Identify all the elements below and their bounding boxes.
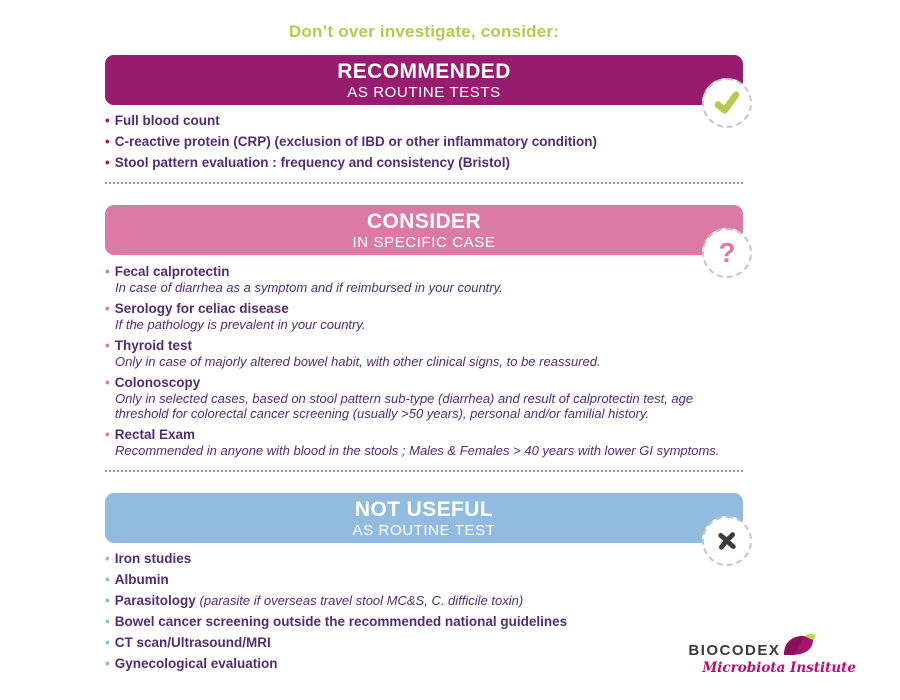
item-inline-detail: (parasite if overseas travel stool MC&S, C. difficile toxin) [199, 593, 524, 608]
logo-tagline: Microbiota Institute [702, 660, 856, 676]
list-item [105, 375, 743, 421]
item-detail: Only in selected cases, based on stool pattern sub-type (diarrhea) and result of calprotectin test, age threshold for colorectal cancer screening (usually >50 years), personal and/or familial history. [115, 391, 694, 421]
item-label: CT scan/Ultrasound/MRI [114, 635, 271, 650]
recommended-title: RECOMMENDED [337, 60, 511, 83]
bullet-icon: • [105, 113, 110, 128]
list-item [105, 594, 743, 608]
item-label: Albumin [114, 572, 169, 587]
consider-list [105, 264, 743, 458]
cross-icon [702, 516, 752, 566]
item-label: Thyroid test [114, 338, 192, 353]
not-useful-title: NOT USEFUL [354, 498, 494, 521]
sections-container [105, 55, 743, 678]
item-label: Gynecological evaluation [114, 656, 278, 671]
dotted-divider [105, 182, 743, 184]
bullet-icon: • [105, 134, 110, 149]
item-detail: In case of diarrhea as a symptom and if reimbursed in your country. [115, 280, 503, 295]
bullet-icon: • [105, 656, 110, 671]
section-recommended [105, 55, 743, 170]
consider-title: CONSIDER [366, 210, 482, 233]
list-item [105, 301, 743, 332]
list-item [105, 427, 743, 458]
question-icon: ? [702, 228, 752, 278]
recommended-header [105, 55, 743, 105]
consider-header [105, 205, 743, 268]
not-useful-subtitle: AS ROUTINE TEST [352, 522, 496, 539]
list-item [105, 636, 743, 650]
item-label: C-reactive protein (CRP) (exclusion of IBD or other inflammatory condition) [114, 134, 598, 149]
consider-subtitle: IN SPECIFIC CASE [352, 234, 496, 251]
item-detail: Only in case of majorly altered bowel habit, with other clinical signs, to be reassured. [115, 354, 601, 369]
list-item [105, 615, 743, 629]
item-detail: If the pathology is prevalent in your country. [115, 317, 366, 332]
check-icon [702, 78, 752, 128]
item-label: Colonoscopy [114, 375, 201, 390]
item-label: Full blood count [114, 113, 220, 128]
bullet-icon: • [105, 155, 110, 170]
item-label: Bowel cancer screening outside the recommended national guidelines [114, 614, 568, 629]
item-label: Stool pattern evaluation : frequency and consistency (Bristol) [114, 155, 511, 170]
section-not-useful [105, 493, 743, 671]
list-item [105, 264, 743, 295]
list-item [105, 135, 743, 149]
page-title: Don’t over investigate, consider: [288, 22, 560, 41]
dotted-divider [105, 470, 743, 472]
bullet-icon: • [105, 572, 110, 587]
not-useful-list [105, 552, 743, 671]
biocodex-logo [688, 630, 856, 676]
bullet-icon: • [105, 427, 110, 442]
bullet-icon: • [105, 375, 110, 390]
list-item [105, 657, 743, 671]
not-useful-header [105, 493, 743, 543]
item-label: Fecal calprotectin [114, 264, 230, 279]
bullet-icon: • [105, 614, 110, 629]
list-item [105, 156, 743, 170]
recommended-list [105, 114, 743, 170]
section-consider [105, 205, 743, 458]
list-item [105, 552, 743, 566]
bullet-icon: • [105, 338, 110, 353]
bullet-icon: • [105, 301, 110, 316]
item-label: Iron studies [114, 551, 192, 566]
item-detail: Recommended in anyone with blood in the stools ; Males & Females > 40 years with lower GI symptoms. [115, 443, 720, 458]
item-label: Parasitology [114, 593, 196, 608]
list-item [105, 338, 743, 369]
leaf-icon [782, 633, 816, 662]
bullet-icon: • [105, 264, 110, 279]
list-item [105, 573, 743, 587]
logo-row [688, 630, 856, 659]
bullet-icon: • [105, 551, 110, 566]
bullet-icon: • [105, 635, 110, 650]
item-label: Rectal Exam [114, 427, 196, 442]
item-label: Serology for celiac disease [114, 301, 289, 316]
bullet-icon: • [105, 593, 110, 608]
list-item [105, 114, 743, 128]
logo-brand-text: BIOCODEX [688, 642, 781, 659]
recommended-subtitle: AS ROUTINE TESTS [347, 84, 501, 101]
